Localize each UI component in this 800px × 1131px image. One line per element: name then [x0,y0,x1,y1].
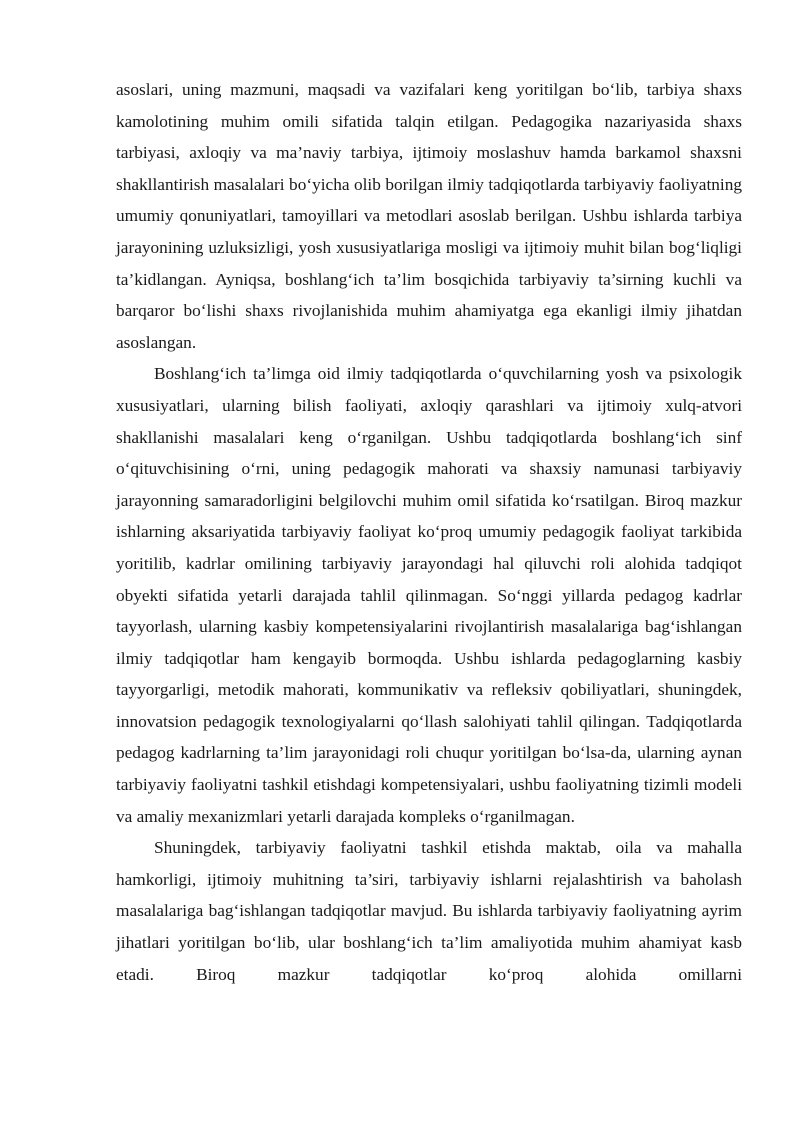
paragraph-continuation: asoslari, uning mazmuni, maqsadi va vazifalari keng yoritilgan bo‘lib, tarbiya shaxs kamolotining muhim omili sifatida talqin etilgan. Pedagogika nazariyasida shaxs tarbiyasi, axloqiy va ma’naviy tarbiya, ijtimoiy moslashuv hamda barkamol shaxsni shakllantirish masalalari bo‘yicha olib borilgan ilmiy tadqiqotlarda tarbiyaviy faoliyatning umumiy qonuniyatlari, tamoyillari va metodlari asoslab berilgan. Ushbu ishlarda tarbiya jarayonining uzluksizligi, yosh xususiyatlariga mosligi va ijtimoiy muhit bilan bog‘liqligi ta’kidlangan. Ayniqsa, boshlang‘ich ta’lim bosqichida tarbiyaviy ta’sirning kuchli va barqaror bo‘lishi shaxs rivojlanishida muhim ahamiyatga ega ekanligi ilmiy jihatdan asoslangan. [116,80,742,352]
document-body [116,74,742,990]
paragraph-cooperation-research: Shuningdek, tarbiyaviy faoliyatni tashkil etishda maktab, oila va mahalla hamkorligi, ijtimoiy muhitning ta’siri, tarbiyaviy ishlarni rejalashtirish va baholash masalalariga bag‘ishlangan tadqiqotlar mavjud. Bu ishlarda tarbiyaviy faoliyatning ayrim jihatlari yoritilgan bo‘lib, ular boshlang‘ich ta’lim amaliyotida muhim ahamiyat kasb etadi. Biroq mazkur tadqiqotlar ko‘proq alohida omillarni [116,838,742,984]
paragraph-primary-education-research: Boshlang‘ich ta’limga oid ilmiy tadqiqotlarda o‘quvchilarning yosh va psixologik xususiyatlari, ularning bilish faoliyati, axloqiy qarashlari va ijtimoiy xulq-atvori shakllanishi masalalari keng o‘rganilgan. Ushbu tadqiqotlarda boshlang‘ich sinf o‘qituvchisining o‘rni, uning pedagogik mahorati va shaxsiy namunasi tarbiyaviy jarayonning samaradorligini belgilovchi muhim omil sifatida ko‘rsatilgan. Biroq mazkur ishlarning aksariyatida tarbiyaviy faoliyat ko‘proq umumiy pedagogik faoliyat tarkibida yoritilib, kadrlar omilining tarbiyaviy jarayondagi hal qiluvchi roli alohida tadqiqot obyekti sifatida yetarli darajada tahlil qilinmagan. So‘nggi yillarda pedagog kadrlar tayyorlash, ularning kasbiy kompetensiyalarini rivojlantirish masalalariga bag‘ishlangan ilmiy tadqiqotlar ham kengayib bormoqda. Ushbu ishlarda pedagoglarning kasbiy tayyorgarligi, metodik mahorati, kommunikativ va refleksiv qobiliyatlari, shuningdek, innovatsion pedagogik texnologiyalarni qo‘llash salohiyati tahlil qilingan. Tadqiqotlarda pedagog kadrlarning ta’lim jarayonidagi roli chuqur yoritilgan bo‘lsa-da, ularning aynan tarbiyaviy faoliyatni tashkil etishdagi kompetensiyalari, ushbu faoliyatning tizimli modeli va amaliy mexanizmlari yetarli darajada kompleks o‘rganilmagan. [116,364,742,826]
